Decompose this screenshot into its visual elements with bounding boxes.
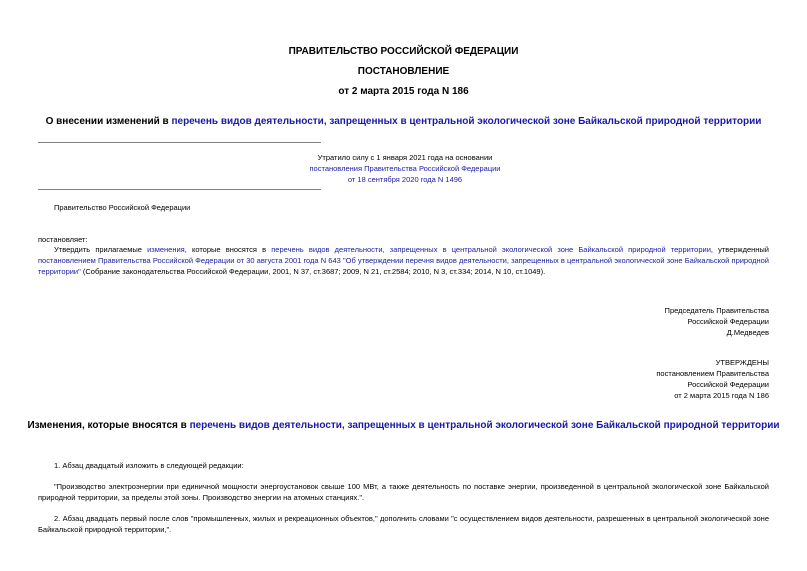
document-title (0, 116, 807, 127)
signature-line1: Председатель Правительства (664, 306, 769, 315)
signature-line3: Д.Медведев (726, 328, 769, 337)
signature-line2: Российской Федерации (687, 317, 769, 326)
approved-line2: постановлением Правительства (656, 369, 769, 378)
approved-line4: от 2 марта 2015 года N 186 (674, 391, 769, 400)
divider-top (38, 142, 321, 143)
title-link[interactable]: перечень видов деятельности, запрещенных в центральной экологической зоне Байкальской природной территории (171, 116, 762, 127)
p1-text-a: Утвердить прилагаемые (54, 245, 148, 254)
changes-title (0, 420, 807, 431)
p1-text-b: , которые вносятся в (184, 245, 272, 254)
resolution-paragraph (38, 244, 769, 277)
status-note-link-line2[interactable]: постановления Правительства Российской Федерации (309, 164, 501, 173)
changes-title-prefix: Изменения, которые вносятся в (27, 420, 190, 431)
list-link[interactable]: перечень видов деятельности, запрещенных в центральной экологической зоне Байкальской природной территории (271, 245, 711, 254)
status-note (300, 152, 510, 185)
changes-link[interactable]: изменения (147, 245, 185, 254)
status-note-link-line3[interactable]: от 18 сентября 2020 года N 1496 (347, 175, 463, 184)
p1-text-d: (Собрание законодательства Российской Федерации, 2001, N 37, ст.3687; 2009, N 21, ст.2584; 2010, N 3, ст.334; 2014, N 10, ст.1049). (80, 267, 546, 276)
date-number-heading: от 2 марта 2015 года N 186 (338, 86, 469, 97)
change-item-1: 1. Абзац двадцатый изложить в следующей редакции: (54, 461, 244, 470)
approved-block (656, 357, 769, 401)
issuer-heading: ПРАВИТЕЛЬСТВО РОССИЙСКОЙ ФЕДЕРАЦИИ (288, 46, 519, 57)
approved-line3: Российской Федерации (687, 380, 769, 389)
decree-643-link[interactable]: постановлением Правительства Российской Федерации от 30 августа 2001 года N 643 "Об утверждении перечня видов деятельности, запрещенных в центральной экологической зоне Байкальской природной территории" (38, 256, 769, 276)
change-item-1-text: "Производство электроэнергии при единичной мощности энергоустановок свыше 100 МВт, а также деятельность по поставке энергии, произведенной в центральной экологической зоне Байкальской природной территории, за пределы этой зоны. Производство энергии на атомных станциях.". (38, 482, 769, 502)
doc-type-heading: ПОСТАНОВЛЕНИЕ (357, 66, 450, 77)
approved-line1: УТВЕРЖДЕНЫ (715, 358, 769, 367)
divider-bottom (38, 189, 321, 190)
changes-title-link[interactable]: перечень видов деятельности, запрещенных в центральной экологической зоне Байкальской природной территории (189, 420, 780, 431)
title-prefix: О внесении изменений в (45, 116, 172, 127)
p1-text-c: , утвержденный (710, 245, 769, 254)
status-note-line1: Утратило силу с 1 января 2021 года на основании (317, 153, 493, 162)
issuer-text: Правительство Российской Федерации (54, 203, 191, 212)
decides-text: постановляет: (38, 235, 88, 244)
signature-block (665, 305, 769, 338)
change-item-2: 2. Абзац двадцать первый после слов "промышленных, жилых и рекреационных объектов," дополнить словами "с осуществлением видов деятельности, разрешенных в центральной экологической зоне Байкальской природной территории,". (38, 514, 769, 534)
